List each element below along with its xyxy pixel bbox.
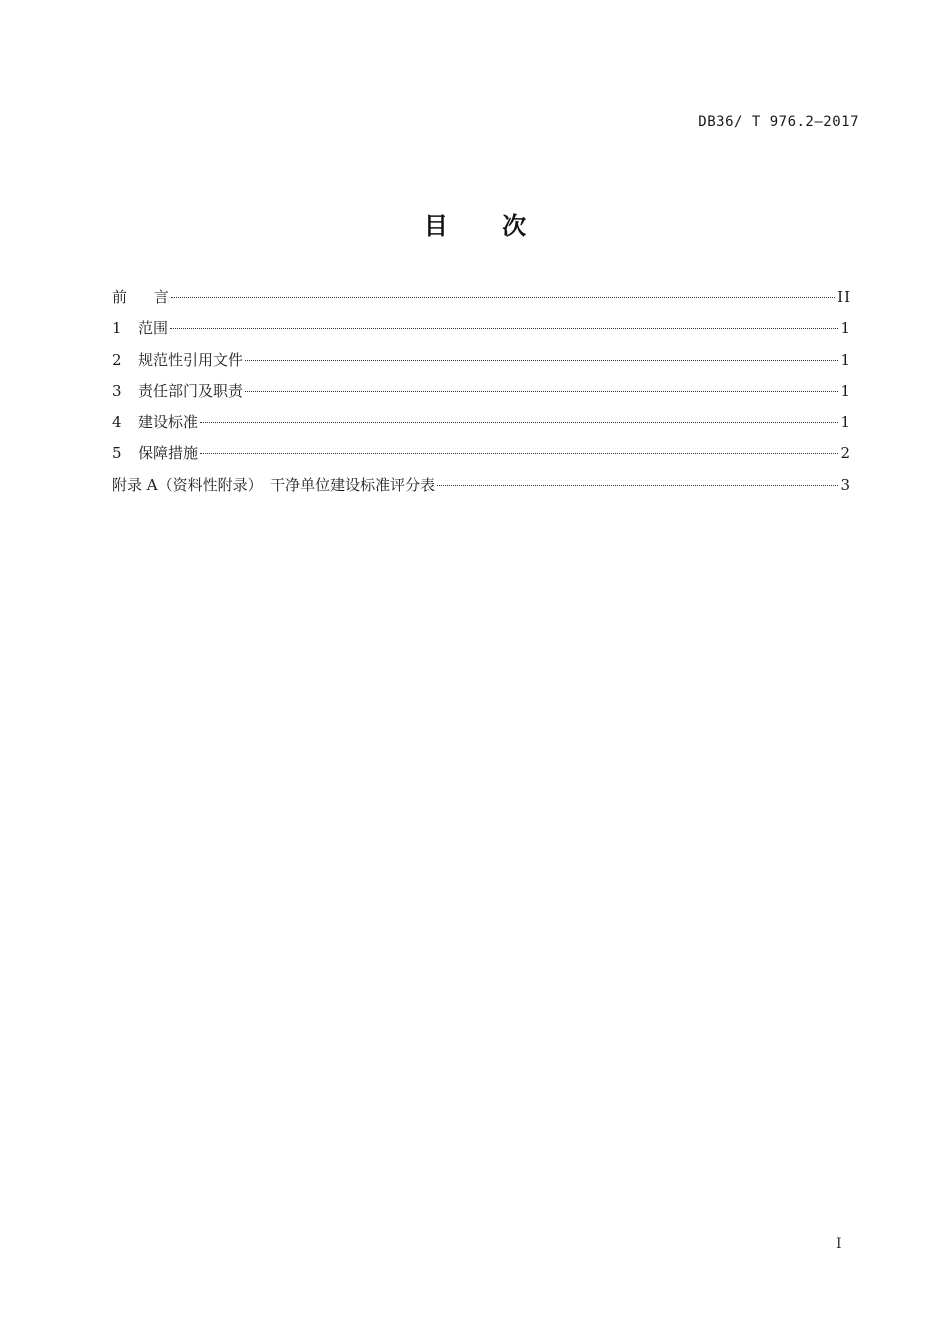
toc-entry-safeguards[interactable] bbox=[112, 441, 851, 472]
dot-leader bbox=[200, 422, 838, 423]
toc-entry-label: 保障措施 bbox=[138, 444, 199, 463]
table-of-contents bbox=[112, 285, 851, 504]
dot-leader bbox=[437, 485, 838, 486]
toc-entry-page: 1 bbox=[840, 413, 851, 432]
toc-entry-foreword[interactable] bbox=[112, 285, 851, 316]
toc-entry-label: 责任部门及职责 bbox=[138, 381, 244, 400]
toc-entry-page: II bbox=[837, 288, 851, 306]
toc-entry-normative-references[interactable] bbox=[112, 348, 851, 379]
document-code: DB36/ T 976.2—2017 bbox=[698, 114, 859, 130]
toc-entry-page: 1 bbox=[840, 319, 851, 338]
dot-leader bbox=[245, 360, 838, 361]
toc-entry-number: 5 bbox=[112, 444, 122, 463]
toc-entry-page: 2 bbox=[840, 444, 851, 463]
toc-entry-number: 3 bbox=[112, 381, 122, 400]
toc-entry-scope[interactable] bbox=[112, 316, 851, 347]
toc-entry-page: 1 bbox=[840, 381, 851, 400]
dot-leader bbox=[171, 297, 835, 298]
toc-entry-number: 2 bbox=[112, 350, 122, 369]
toc-entry-label: 规范性引用文件 bbox=[138, 350, 244, 369]
toc-entry-number: 1 bbox=[112, 319, 122, 338]
toc-entry-label: 建设标准 bbox=[138, 413, 199, 432]
dot-leader bbox=[170, 328, 838, 329]
dot-leader bbox=[200, 453, 838, 454]
toc-entry-label: 前 言 bbox=[112, 288, 169, 306]
toc-entry-construction-standards[interactable] bbox=[112, 410, 851, 441]
toc-entry-page: 3 bbox=[840, 475, 851, 494]
toc-entry-appendix-a[interactable] bbox=[112, 473, 851, 504]
toc-entry-label: 附录 A（资料性附录） 干净单位建设标准评分表 bbox=[112, 475, 436, 494]
page-number: I bbox=[836, 1236, 842, 1252]
toc-entry-number: 4 bbox=[112, 413, 122, 432]
dot-leader bbox=[245, 391, 838, 392]
toc-title: 目 次 bbox=[423, 212, 527, 240]
toc-entry-responsibilities[interactable] bbox=[112, 379, 851, 410]
toc-entry-label: 范围 bbox=[138, 319, 169, 338]
toc-entry-page: 1 bbox=[840, 350, 851, 369]
